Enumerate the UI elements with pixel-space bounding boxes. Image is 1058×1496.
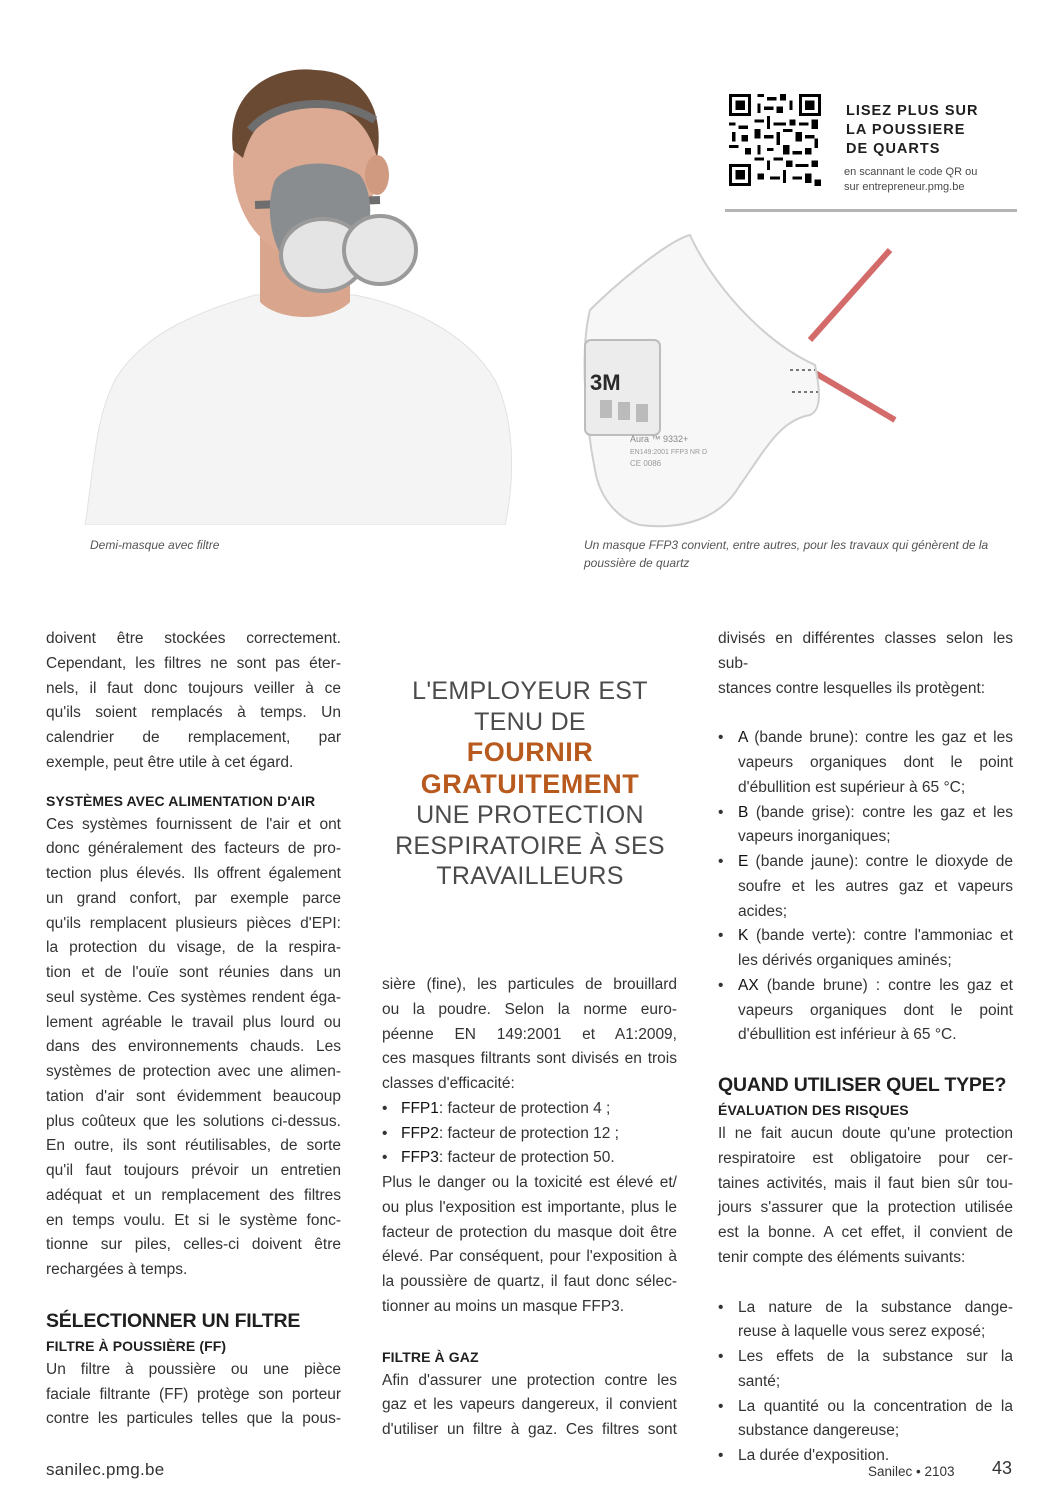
- paragraph: [382, 1369, 677, 1443]
- text-line: exemple, peut être utile à cet égard.: [46, 753, 294, 771]
- class-code: FFP2: [401, 1124, 439, 1142]
- subheading: ÉVALUATION DES RISQUES: [718, 1102, 909, 1118]
- svg-text:Aura ™ 9332+: Aura ™ 9332+: [630, 434, 689, 444]
- text-line: plus coûteux que les solutions ci-dessus.: [46, 1112, 341, 1130]
- text-line: Ces systèmes fournissent de l'air et ont: [46, 815, 341, 833]
- gas-filter-class-list: [718, 726, 1013, 1048]
- text-line: dans des environnements chauds. Les: [46, 1038, 341, 1056]
- text-line: Il ne fait aucun doute qu'une protection: [718, 1125, 1013, 1142]
- text-line: d'utiliser un filtre à gaz. Ces filtres sont: [382, 1421, 677, 1438]
- text-line: (bande brune) : contre les gaz et: [758, 976, 1013, 994]
- qr-heading-line: DE QUARTS: [846, 141, 941, 157]
- class-code: AX: [738, 976, 759, 994]
- quote-line: TENU DE: [474, 707, 586, 736]
- text-line: rechargées à temps.: [46, 1261, 188, 1278]
- caption-line: Un masque FFP3 convient, entre autres, pour les travaux qui génèrent de la: [584, 538, 989, 552]
- text-line: sière (fine), les particules de brouillard: [382, 976, 677, 993]
- text-line: acides;: [738, 902, 788, 920]
- text-line: calendrier de remplacement, par: [46, 729, 341, 746]
- quote-line: L'EMPLOYEUR EST: [412, 677, 648, 705]
- text-line: systèmes de protection avec une alimen-: [46, 1063, 341, 1080]
- class-text: : facteur de protection 4 ;: [438, 1099, 611, 1117]
- text-line: tation d'air sont évidemment beaucoup: [46, 1087, 341, 1105]
- text-line: ou plus l'exposition est importante, plus le: [382, 1198, 677, 1216]
- text-line: qu'ils soient remplacés à temps. Un: [46, 704, 341, 722]
- list-item: • A (bande brune): contre les gaz et les vapeurs organiques dont le point d'ébullition est supérieur à 65 °C;: [718, 726, 1013, 800]
- text-line: vapeurs inorganiques;: [738, 828, 891, 846]
- class-code: B: [738, 803, 749, 821]
- qr-promo-block: [725, 92, 1017, 212]
- class-code: E: [738, 853, 749, 870]
- class-code: A: [738, 729, 748, 747]
- text-line: (bande jaune): contre le dioxyde de: [748, 853, 1013, 870]
- list-item: • E (bande jaune): contre le dioxyde de soufre et les autres gaz et vapeurs acides;: [718, 850, 1013, 924]
- text-line: est la bonne. A cet effet, il convient de: [718, 1224, 1013, 1241]
- text-line: tionner au moins un masque FFP3.: [382, 1297, 625, 1315]
- paragraph: [718, 1122, 1013, 1271]
- divider: [725, 209, 1017, 212]
- text-line: Afin d'assurer une protection contre les: [382, 1371, 677, 1389]
- section-heading: SÉLECTIONNER UN FILTRE: [46, 1309, 301, 1332]
- text-line: d'ébullition est inférieur à 65 °C.: [738, 1026, 957, 1044]
- text-line: la protection du visage, de la respira-: [46, 939, 341, 957]
- text-line: facteur de protection du masque doit être: [382, 1223, 677, 1241]
- image-caption-right: [584, 536, 1024, 572]
- text-line: La nature de la substance dange-: [738, 1298, 1013, 1316]
- section-heading: QUAND UTILISER QUEL TYPE?: [718, 1074, 1007, 1096]
- text-line: santé;: [738, 1372, 781, 1390]
- svg-text:EN149:2001 FFP3 NR D: EN149:2001 FFP3 NR D: [630, 449, 708, 456]
- text-line: élevé. Par conséquent, pour l'exposition à: [382, 1248, 677, 1266]
- paragraph: [46, 1358, 341, 1432]
- list-item: • La quantité ou la concentration de la substance dangereuse;: [718, 1395, 1013, 1445]
- ffp-class-list: [382, 1097, 677, 1171]
- list-item: • FFP2: facteur de protection 12 ;: [382, 1124, 619, 1142]
- qr-code[interactable]: [729, 94, 821, 186]
- class-code: FFP1: [401, 1099, 439, 1117]
- text-line: tection plus élevés. Ils offrent également: [46, 865, 341, 882]
- text-line: stances contre lesquelles ils protègent:: [718, 679, 986, 697]
- text-line: (bande grise): contre les gaz et les: [748, 803, 1013, 821]
- text-line: Un filtre à poussière ou une pièce: [46, 1360, 341, 1378]
- quote-accent-line: FOURNIR: [466, 737, 594, 767]
- qr-subtext-line: sur entrepreneur.pmg.be: [844, 181, 965, 193]
- qr-subtext-line: en scannant le code QR ou: [844, 166, 978, 178]
- svg-text:CE 0086: CE 0086: [630, 459, 662, 468]
- subheading: FILTRE À GAZ: [382, 1348, 479, 1365]
- text-line: soufre et les autres gaz et vapeurs: [738, 877, 1013, 895]
- text-line: vapeurs organiques dont le point: [738, 1001, 1013, 1019]
- text-line: classes d'efficacité:: [382, 1075, 515, 1092]
- text-line: la poussière de quartz, il faut donc sélec-: [382, 1273, 677, 1290]
- text-line: taines activités, mais il faut bien sûr tou-: [718, 1174, 1013, 1192]
- class-code: FFP3: [401, 1149, 439, 1167]
- list-item: • La durée d'exposition.: [718, 1444, 1013, 1469]
- text-line: Les effets de la substance sur la: [738, 1348, 1013, 1365]
- text-line: lement agréable le travail plus lourd ou: [46, 1013, 341, 1031]
- text-line: péenne EN 149:2001 et A1:2009,: [382, 1025, 677, 1043]
- text-line: tenir compte des éléments suivants:: [718, 1248, 966, 1266]
- risk-factor-list: [718, 1296, 1013, 1469]
- text-line: La quantité ou la concentration de la: [738, 1397, 1013, 1415]
- list-item: • K (bande verte): contre l'ammoniac et les dérivés organiques aminés;: [718, 924, 1013, 974]
- qr-heading-line: LISEZ PLUS SUR: [846, 103, 979, 119]
- text-line: faciale filtrante (FF) protège son porteur: [46, 1385, 341, 1403]
- list-item: • AX (bande brune) : contre les gaz et vapeurs organiques dont le point d'ébullition est inférieur à 65 °C.: [718, 974, 1013, 1048]
- text-line: Plus le danger ou la toxicité est élevé et/: [382, 1174, 677, 1191]
- class-text: : facteur de protection 50.: [438, 1149, 615, 1167]
- text-line: (bande brune): contre les gaz et les: [747, 729, 1013, 747]
- qr-heading-line: LA POUSSIERE: [846, 122, 966, 138]
- ffp3-mask-photo: [560, 220, 1030, 540]
- quote-line: UNE PROTECTION: [416, 801, 644, 829]
- caption-line: poussière de quartz: [584, 556, 690, 570]
- list-item: • FFP3: facteur de protection 50.: [382, 1149, 615, 1167]
- text-line: gaz et les vapeurs dangereux, il convient: [382, 1396, 677, 1414]
- text-line: En outre, ils sont réutilisables, de sorte: [46, 1137, 341, 1155]
- paragraph: [382, 1171, 677, 1320]
- text-line: donc généralement des facteurs de pro-: [46, 840, 341, 858]
- text-line: jours s'assurer que la protection utilisée: [718, 1199, 1013, 1217]
- text-line: Cependant, les filtres ne sont pas éter-: [46, 654, 341, 672]
- text-line: contre les particules telles que la pous-: [46, 1410, 341, 1428]
- quote-line: RESPIRATOIRE À SES: [395, 831, 665, 860]
- quote-accent-line: GRATUITEMENT: [420, 768, 640, 799]
- text-line: reuse à laquelle vous serez exposé;: [738, 1323, 986, 1341]
- class-text: : facteur de protection 12 ;: [438, 1124, 619, 1142]
- list-item: • Les effets de la substance sur la santé;: [718, 1345, 1013, 1395]
- footer-magazine-issue: Sanilec • 2103: [868, 1464, 955, 1479]
- text-line: ou la poudre. Selon la norme euro-: [382, 1000, 677, 1018]
- column-3: [718, 627, 1013, 1469]
- text-line: tion et de l'ouïe sont réunies dans un: [46, 964, 341, 981]
- image-caption-left: Demi-masque avec filtre: [90, 538, 220, 552]
- list-item: • B (bande grise): contre les gaz et les vapeurs inorganiques;: [718, 801, 1013, 851]
- text-line: divisés en différentes classes selon les sub-: [718, 630, 1013, 672]
- text-line: qu'il faut toujours prévoir un entretien: [46, 1162, 341, 1179]
- text-line: qu'ils remplacent plusieurs pièces d'EPI:: [46, 914, 341, 932]
- column-2: [382, 973, 677, 1443]
- text-line: les dérivés organiques aminés;: [738, 952, 952, 969]
- text-line: respiratoire est obligatoire pour cer-: [718, 1149, 1013, 1167]
- text-line: doivent être stockées correctement.: [46, 630, 341, 647]
- text-line: tionne sur piles, celles-ci doivent être: [46, 1236, 341, 1254]
- text-line: d'ébullition est supérieur à 65 °C;: [738, 778, 966, 796]
- text-line: adéquat et un remplacement des filtres: [46, 1186, 341, 1204]
- list-item: • FFP1: facteur de protection 4 ;: [382, 1099, 611, 1117]
- text-line: un grand confort, par exemple parce: [46, 889, 341, 907]
- page-number: 43: [992, 1458, 1013, 1478]
- svg-text:3M: 3M: [590, 370, 621, 395]
- quote-line: TRAVAILLEURS: [436, 862, 624, 890]
- text-line: seul système. Ces systèmes rendent éga-: [46, 988, 341, 1006]
- paragraph: [46, 627, 341, 776]
- class-code: K: [738, 927, 749, 945]
- paragraph: [718, 627, 1013, 701]
- text-line: ces masques filtrants sont divisés en trois: [382, 1050, 677, 1068]
- man-wearing-half-mask-photo: [75, 40, 525, 525]
- subheading: SYSTÈMES AVEC ALIMENTATION D'AIR: [46, 792, 316, 809]
- paragraph: [382, 973, 677, 1097]
- column-1: [46, 627, 341, 1432]
- text-line: substance dangereuse;: [738, 1422, 900, 1440]
- pull-quote: [382, 676, 678, 892]
- list-item: • La nature de la substance dange- reuse à laquelle vous serez exposé;: [718, 1296, 1013, 1346]
- text-line: en temps voulu. Et si le système fonc-: [46, 1211, 341, 1229]
- text-line: La durée d'exposition.: [738, 1447, 890, 1464]
- text-line: (bande verte): contre l'ammoniac et: [748, 927, 1013, 945]
- paragraph: [46, 813, 341, 1283]
- subheading: FILTRE À POUSSIÈRE (FF): [46, 1337, 227, 1354]
- footer-website-link[interactable]: sanilec.pmg.be: [46, 1460, 165, 1479]
- text-line: nels, il faut donc toujours veiller à ce: [46, 679, 341, 697]
- text-line: vapeurs organiques dont le point: [738, 754, 1013, 771]
